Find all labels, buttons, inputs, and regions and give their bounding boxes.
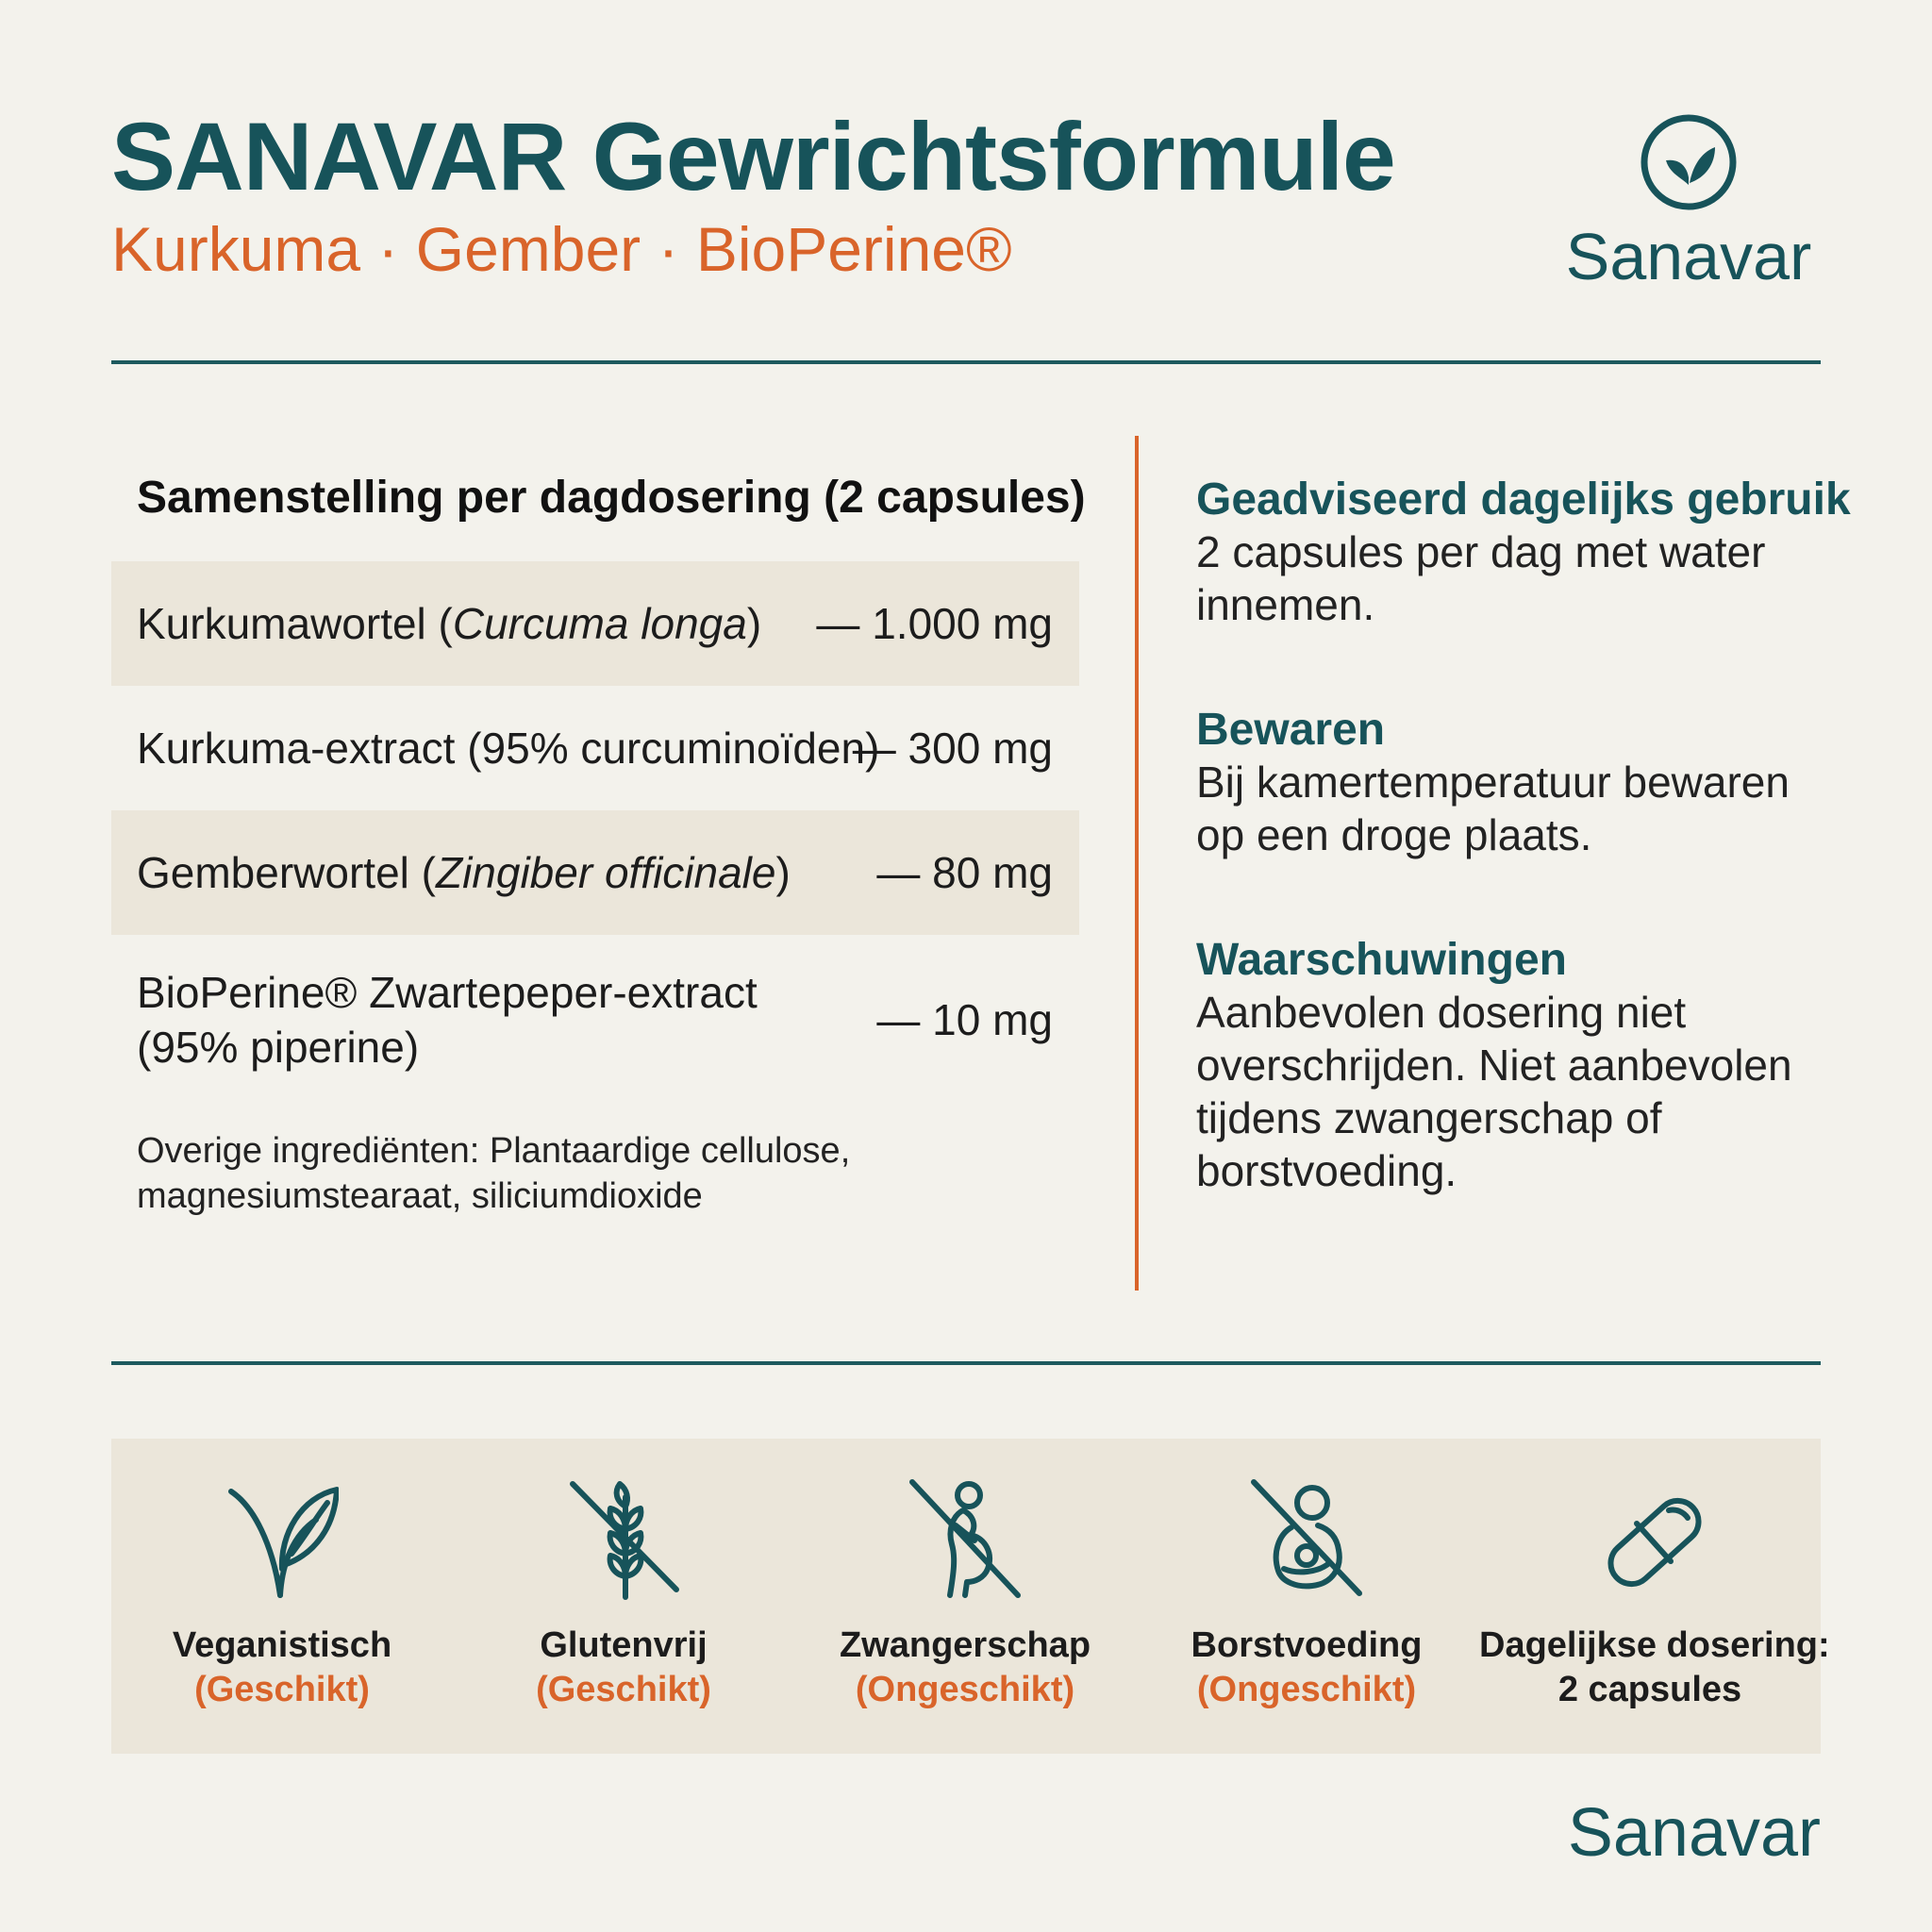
- ingredient-row: [111, 935, 1079, 1105]
- badge-label: Veganistisch: [172, 1625, 392, 1665]
- ingredient-row: [111, 686, 1079, 810]
- badge-status: (Ongeschikt): [1196, 1670, 1417, 1709]
- warnings-title: Waarschuwingen: [1196, 935, 1567, 985]
- ingredient-name: [137, 810, 791, 935]
- ingredient-name-line1: BioPerine® Zwartepeper-extract: [137, 968, 758, 1017]
- ingredient-dose: — 1.000 mg: [816, 599, 1053, 648]
- page-title: SANAVAR Gewrichtsformule: [111, 103, 1395, 210]
- breastfeeding-crossed-icon: [1250, 1478, 1363, 1601]
- divider-top: [111, 360, 1821, 364]
- divider-bottom: [111, 1361, 1821, 1365]
- badge-label: Dagelijkse dosering:: [1479, 1625, 1830, 1665]
- warnings-section: [1196, 934, 1838, 1197]
- page-subtitle: Kurkuma · Gember · BioPerine®: [111, 214, 1012, 284]
- storage-section: [1196, 704, 1838, 861]
- ingredient-name-text: Kurkumawortel (: [137, 599, 453, 648]
- ingredient-latin: Zingiber officinale: [435, 848, 776, 897]
- composition-heading: Samenstelling per dagdosering (2 capsules): [137, 473, 1086, 523]
- wheat-crossed-icon: [567, 1478, 680, 1601]
- ingredient-row: [111, 810, 1079, 935]
- brand-logo: [1547, 111, 1830, 294]
- ingredient-name-text: Gemberwortel (: [137, 848, 436, 897]
- ingredient-name: [137, 561, 761, 686]
- usage-text: 2 capsules per dag met water innemen.: [1196, 527, 1766, 629]
- brand-name: Sanavar: [1565, 220, 1812, 293]
- ingredient-latin: Curcuma longa: [452, 599, 747, 648]
- other-ingredients: Overige ingrediënten: Plantaardige cellulose, magnesiumstearaat, siliciumdioxide: [137, 1131, 851, 1216]
- usage-title: Geadviseerd dagelijks gebruik: [1196, 475, 1851, 525]
- ingredient-name-close: ): [746, 599, 762, 648]
- badge-status: (Ongeschikt): [855, 1670, 1075, 1709]
- icon-band: [111, 1439, 1830, 1754]
- ingredient-dose: — 80 mg: [876, 848, 1053, 897]
- ingredient-name: [137, 935, 758, 1105]
- badge-status: (Geschikt): [536, 1670, 711, 1709]
- leaf-circle-icon: [1638, 111, 1740, 213]
- badge-gluten: [453, 1439, 794, 1754]
- usage-section: [1196, 474, 1851, 631]
- ingredient-row: [111, 561, 1079, 686]
- ingredient-dose: — 10 mg: [876, 995, 1053, 1044]
- badge-daily-dose: [1479, 1439, 1830, 1754]
- badge-breastfeeding: [1136, 1439, 1477, 1754]
- badge-label: Zwangerschap: [839, 1625, 1091, 1665]
- storage-title: Bewaren: [1196, 705, 1386, 755]
- capsule-icon: [1593, 1478, 1707, 1601]
- ingredient-name-close: ): [775, 848, 791, 897]
- ingredient-dose: — 300 mg: [852, 724, 1053, 773]
- badge-pregnancy: [794, 1439, 1136, 1754]
- column-divider: [1135, 436, 1139, 1291]
- badge-label: Glutenvrij: [540, 1625, 708, 1665]
- sprout-icon: [225, 1478, 339, 1601]
- badge-label: Borstvoeding: [1191, 1625, 1423, 1665]
- footer-brand: Sanavar: [1567, 1795, 1821, 1871]
- storage-text: Bij kamertemperatuur bewaren op een droge plaats.: [1196, 758, 1790, 859]
- badge-status: 2 capsules: [1557, 1670, 1742, 1709]
- pregnant-crossed-icon: [908, 1478, 1022, 1601]
- badge-status: (Geschikt): [194, 1670, 370, 1709]
- badge-vegan: [111, 1439, 453, 1754]
- ingredient-name-line2: (95% piperine): [137, 1023, 420, 1072]
- ingredient-name: Kurkuma-extract (95% curcuminoïden): [137, 724, 880, 773]
- warnings-text: Aanbevolen dosering niet overschrijden. Niet aanbevolen tijdens zwangerschap of borstvoeding.: [1196, 988, 1792, 1195]
